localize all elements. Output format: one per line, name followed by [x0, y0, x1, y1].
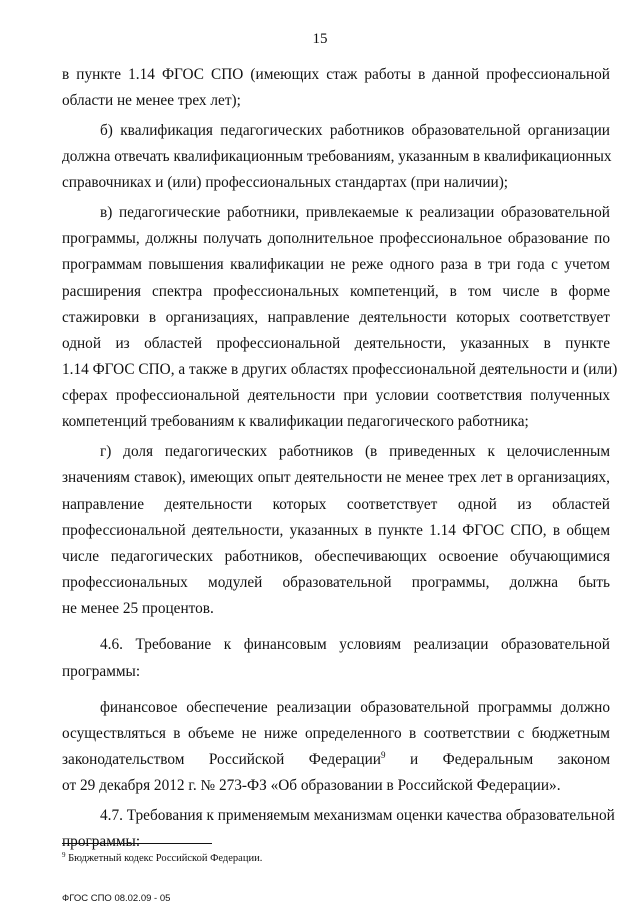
- document-footer: ФГОС СПО 08.02.09 - 05: [62, 893, 171, 904]
- paragraph: [62, 118, 610, 197]
- text-line: программы:: [62, 662, 141, 680]
- document-body: [62, 62, 618, 855]
- text-line: стажировки в организациях, направление деятельности которых соответствует: [62, 308, 610, 326]
- text-line: профессиональной деятельности, указанных в пункте 1.14 ФГОС СПО, в общем: [62, 521, 610, 539]
- text-line: расширения спектра профессиональных компетенций, в том числе в форме: [62, 282, 610, 300]
- text-line: должна отвечать квалификационным требованиям, указанным в квалификационных: [62, 148, 612, 166]
- text-line: 1.14 ФГОС СПО, а также в других областях профессиональной деятельности и (или): [62, 361, 618, 379]
- text-line: в пункте 1.14 ФГОС СПО (имеющих стаж работы в данной профессиональной: [62, 66, 610, 83]
- text-line: программы:: [62, 833, 141, 851]
- page-number: 15: [312, 31, 328, 47]
- text-line-with-footnote: [62, 747, 610, 773]
- section-heading-4-7: [62, 803, 615, 855]
- footnote-text: Бюджетный кодекс Российской Федерации.: [68, 853, 263, 864]
- text-line: г) доля педагогических работников (в приведенных к целочисленным: [100, 443, 610, 461]
- footnote-reference: 9: [380, 750, 386, 761]
- paragraph: [62, 439, 610, 622]
- footnote: [62, 852, 262, 865]
- text-line: значениям ставок), имеющих опыт деятельности не менее трех лет в организациях,: [62, 469, 610, 487]
- text-segment: и Федеральным законом: [409, 751, 610, 769]
- text-line: направление деятельности которых соответствует одной из областей: [62, 495, 610, 513]
- text-line: области не менее трех лет);: [62, 92, 241, 110]
- text-line: от 29 декабря 2012 г. № 273-ФЗ «Об образовании в Российской Федерации».: [62, 777, 561, 795]
- text-line: числе педагогических работников, обеспечивающих освоение обучающимися: [62, 547, 610, 565]
- text-line: 4.7. Требования к применяемым механизмам оценки качества образовательной: [100, 807, 615, 825]
- paragraph: [62, 62, 610, 114]
- text-segment: законодательством Российской Федерации: [62, 751, 381, 769]
- text-line: осуществляться в объеме не ниже определенного в соответствии с бюджетным: [62, 725, 610, 742]
- text-line: одной из областей профессиональной деятельности, указанных в пункте: [62, 334, 610, 352]
- text-line: программам повышения квалификации не реже одного раза в три года с учетом: [62, 256, 610, 274]
- text-line: компетенций требованиям к квалификации педагогического работника;: [62, 413, 529, 431]
- section-heading-4-6: [62, 632, 610, 684]
- text-line: финансовое обеспечение реализации образовательной программы должно: [100, 698, 610, 716]
- text-line: справочниках и (или) профессиональных стандартах (при наличии);: [62, 174, 509, 192]
- text-line: программы, должны получать дополнительное профессиональное образование по: [62, 230, 610, 248]
- text-line: 4.6. Требование к финансовым условиям реализации образовательной: [100, 636, 610, 654]
- footnote-marker: 9: [62, 851, 66, 859]
- text-line: профессиональных модулей образовательной программы, должна быть: [62, 574, 610, 592]
- paragraph: [62, 695, 610, 800]
- footnote-divider: [62, 843, 212, 844]
- text-line: б) квалификация педагогических работников образовательной организации: [100, 121, 610, 139]
- text-line: не менее 25 процентов.: [62, 600, 214, 618]
- text-line: сферах профессиональной деятельности при условии соответствия полученных: [62, 387, 610, 405]
- paragraph: [62, 200, 618, 436]
- text-line: в) педагогические работники, привлекаемые к реализации образовательной: [100, 203, 610, 221]
